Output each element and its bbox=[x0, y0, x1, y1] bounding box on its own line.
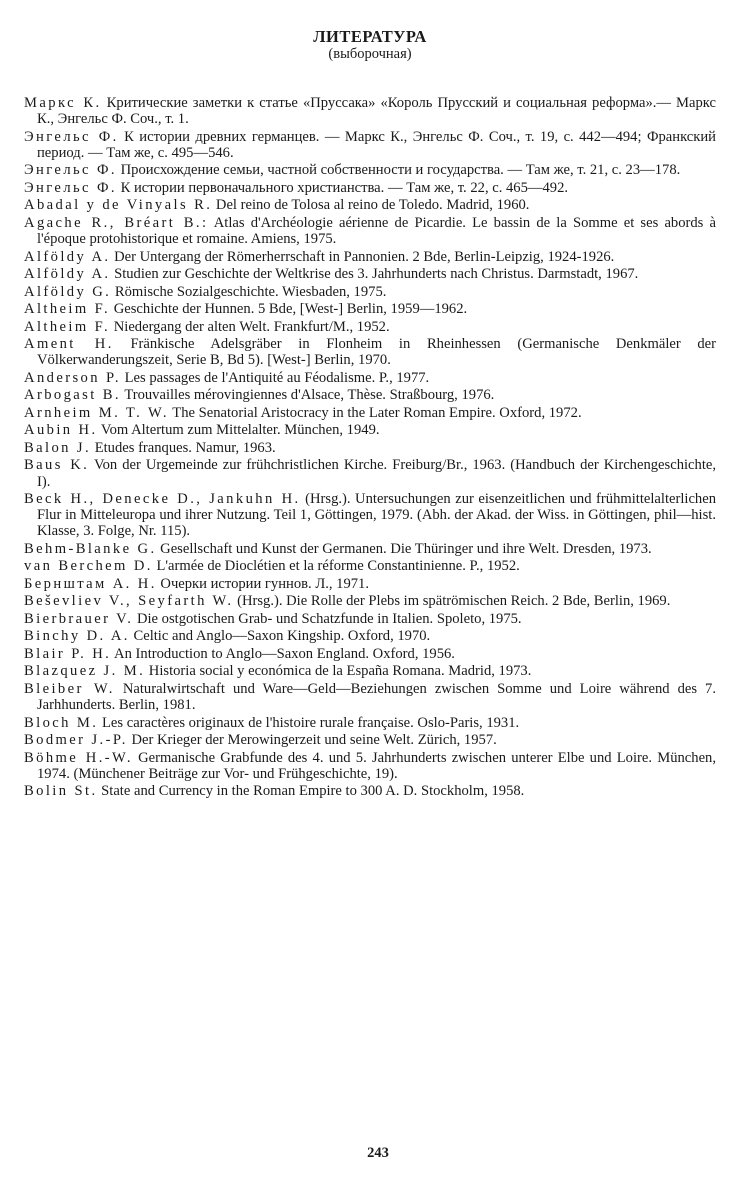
bibliography-entry bbox=[24, 732, 716, 748]
entry-author: Bloch M. bbox=[24, 714, 99, 731]
entry-author: Agache R., Bréart B.: bbox=[24, 214, 209, 231]
entry-text: Del reino de Tolosa al reino de Toledo. Madrid, 1960. bbox=[212, 197, 530, 214]
bibliography-entry bbox=[24, 284, 716, 300]
entry-text: Происхождение семьи, частной собственности и государства. — Там же, т. 21, с. 23—178. bbox=[116, 162, 681, 179]
entry-text: Naturalwirtschaft und Ware—Geld—Beziehungen zwischen Somme und Loire während des 7. Jarhhunderts. Berlin, 1981. bbox=[37, 680, 717, 714]
bibliography-entry bbox=[24, 370, 716, 386]
entry-author: Böhme H.-W. bbox=[24, 749, 133, 766]
bibliography-entry bbox=[24, 576, 716, 592]
bibliography-entry bbox=[24, 681, 716, 713]
entry-author: Энгельс Ф. bbox=[24, 179, 117, 196]
entry-author: Aubin H. bbox=[24, 422, 98, 439]
bibliography-entry bbox=[24, 387, 716, 403]
bibliography-entry bbox=[24, 422, 716, 438]
entry-author: Bodmer J.-P. bbox=[24, 732, 128, 749]
bibliography-entry bbox=[24, 319, 716, 335]
bibliography-entry bbox=[24, 405, 716, 421]
entry-text: Vom Altertum zum Mittelalter. München, 1949. bbox=[97, 422, 380, 439]
entry-author: Alföldy A. bbox=[24, 248, 111, 265]
bibliography-entry bbox=[24, 715, 716, 731]
entry-author: Alföldy A. bbox=[24, 266, 111, 283]
bibliography-entry bbox=[24, 611, 716, 627]
entry-author: van Berchem D. bbox=[24, 558, 153, 575]
entry-text: Fränkische Adelsgräber in Flonheim in Rheinhessen (Germanische Denkmäler der Völkerwanderungszeit, Serie B, Bd 5). [West-] Berlin, 1970. bbox=[37, 336, 717, 369]
entry-text: Historia social y económica de la España Romana. Madrid, 1973. bbox=[145, 663, 532, 680]
entry-text: Von der Urgemeinde zur frühchristlichen Kirche. Freiburg/Br., 1963. (Handbuch der Kirchengeschichte, I). bbox=[37, 457, 716, 490]
entry-author: Bleiber W. bbox=[24, 680, 115, 697]
bibliography-list bbox=[24, 95, 716, 800]
bibliography-entry bbox=[24, 663, 716, 679]
entry-text: Очерки истории гуннов. Л., 1971. bbox=[156, 575, 370, 592]
entry-text: (Hrsg.). Die Rolle der Plebs im spätrömischen Reich. 2 Bde, Berlin, 1969. bbox=[233, 593, 671, 610]
bibliography-entry bbox=[24, 750, 716, 782]
entry-author: Энгельс Ф. bbox=[24, 162, 117, 179]
entry-author: Balon J. bbox=[24, 439, 92, 456]
entry-text: Die ostgotischen Grab- und Schatzfunde in Italien. Spoleto, 1975. bbox=[133, 610, 522, 627]
bibliography-entry bbox=[24, 129, 716, 161]
entry-author: Маркс К. bbox=[24, 95, 102, 111]
entry-text: Gesellschaft und Kunst der Germanen. Die Thüringer und ihre Welt. Dresden, 1973. bbox=[156, 540, 652, 557]
entry-text: An Introduction to Anglo—Saxon England. Oxford, 1956. bbox=[111, 645, 455, 662]
bibliography-entry bbox=[24, 95, 716, 127]
page-title: ЛИТЕРАТУРА bbox=[313, 27, 427, 46]
entry-author: Beck H., Denecke D., Jankuhn H. bbox=[24, 491, 301, 508]
entry-author: Бернштам А. Н. bbox=[24, 575, 157, 592]
entry-author: Энгельс Ф. bbox=[24, 128, 119, 145]
entry-author: Anderson P. bbox=[24, 369, 121, 386]
page-number: 243 bbox=[367, 1145, 389, 1161]
entry-text: (Hrsg.). Untersuchungen zur eisenzeitlichen und frühmittelalterlichen Flur in Mitteleuropa und ihrer Nutzung. Teil 1, Göttingen, 1979. (Abh. der Akad. der Wiss. in Göttingen, phil—hist. Klasse, 3. Folge, Nr. 115). bbox=[37, 491, 716, 540]
bibliography-entry bbox=[24, 336, 716, 368]
entry-text: Niedergang der alten Welt. Frankfurt/M., 1952. bbox=[110, 318, 390, 335]
bibliography-entry bbox=[24, 628, 716, 644]
entry-text: Der Untergang der Römerherrschaft in Pannonien. 2 Bde, Berlin-Leipzig, 1924-1926. bbox=[110, 248, 615, 265]
page-subtitle: (выборочная) bbox=[328, 46, 412, 62]
entry-author: Bolin St. bbox=[24, 783, 98, 800]
bibliography-entry bbox=[24, 180, 716, 196]
entry-author: Baus K. bbox=[24, 457, 90, 474]
bibliography-entry bbox=[24, 440, 716, 456]
entry-text: State and Currency in the Roman Empire to 300 A. D. Stockholm, 1958. bbox=[97, 783, 525, 800]
entry-text: Studien zur Geschichte der Weltkrise des 3. Jahrhunderts nach Christus. Darmstadt, 1967. bbox=[110, 266, 639, 283]
bibliography-entry bbox=[24, 249, 716, 265]
bibliography-entry bbox=[24, 491, 716, 540]
entry-author: Binchy D. A. bbox=[24, 628, 130, 645]
entry-author: Arbogast B. bbox=[24, 387, 121, 404]
entry-author: Blair P. H. bbox=[24, 645, 112, 662]
bibliography-entry bbox=[24, 301, 716, 317]
entry-author: Bierbrauer V. bbox=[24, 610, 134, 627]
bibliography-entry bbox=[24, 215, 716, 247]
entry-text: Celtic and Anglo—Saxon Kingship. Oxford, 1970. bbox=[129, 628, 431, 645]
bibliography-entry bbox=[24, 541, 716, 557]
entry-author: Altheim F. bbox=[24, 301, 111, 318]
bibliography-entry bbox=[24, 783, 716, 799]
entry-author: Behm-Blanke G. bbox=[24, 540, 157, 557]
entry-author: Beševliev V., Seyfarth W. bbox=[24, 593, 234, 610]
entry-text: Les passages de l'Antiquité au Féodalisme. P., 1977. bbox=[120, 369, 430, 386]
entry-text: The Senatorial Aristocracy in the Later Roman Empire. Oxford, 1972. bbox=[168, 404, 582, 421]
entry-author: Arnheim M. T. W. bbox=[24, 404, 169, 421]
bibliography-entry bbox=[24, 558, 716, 574]
entry-text: Römische Sozialgeschichte. Wiesbaden, 1975. bbox=[111, 283, 387, 300]
bibliography-entry bbox=[24, 197, 716, 213]
bibliography-entry bbox=[24, 593, 716, 609]
entry-author: Abadal y de Vinyals R. bbox=[24, 197, 213, 214]
entry-text: К истории древних германцев. — Маркс К., Энгельс Ф. Соч., т. 19, с. 442—494; Франкский период. — Там же, с. 495—546. bbox=[37, 128, 716, 161]
bibliography-entry bbox=[24, 266, 716, 282]
entry-author: Alföldy G. bbox=[24, 283, 112, 300]
bibliography-entry bbox=[24, 162, 716, 178]
entry-text: Etudes franques. Namur, 1963. bbox=[91, 439, 276, 456]
entry-author: Blazquez J. M. bbox=[24, 663, 146, 680]
entry-text: Критические заметки к статье «Пруссака» «Король Прусский и социальная реформа».— Маркс К., Энгельс Ф. Соч., т. 1. bbox=[37, 95, 716, 128]
entry-author: Altheim F. bbox=[24, 318, 111, 335]
entry-text: Les caractères originaux de l'histoire rurale française. Oslo-Paris, 1931. bbox=[98, 714, 520, 731]
entry-text: К истории первоначального христианства. — Там же, т. 22, с. 465—492. bbox=[116, 179, 569, 196]
entry-text: Atlas d'Archéologie aérienne de Picardie. Le bassin de la Somme et ses abords à l'époque protohistorique et romaine. Amiens, 1975. bbox=[37, 214, 716, 248]
entry-text: L'armée de Dioclétien et la réforme Constantinienne. P., 1952. bbox=[152, 558, 520, 575]
entry-text: Germanische Grabfunde des 4. und 5. Jahrhunderts zwischen unterer Elbe und Loire. München, 1974. (Münchener Beiträge zur Vor- und Frühgeschichte, 19). bbox=[37, 749, 716, 782]
bibliography-entry bbox=[24, 646, 716, 662]
entry-text: Trouvailles mérovingiennes d'Alsace, Thèse. Straßbourg, 1976. bbox=[120, 387, 495, 404]
bibliography-entry bbox=[24, 457, 716, 489]
entry-author: Ament H. bbox=[24, 336, 114, 353]
entry-text: Der Krieger der Merowingerzeit und seine Welt. Zürich, 1957. bbox=[127, 732, 497, 749]
entry-text: Geschichte der Hunnen. 5 Bde, [West-] Berlin, 1959—1962. bbox=[110, 301, 468, 318]
